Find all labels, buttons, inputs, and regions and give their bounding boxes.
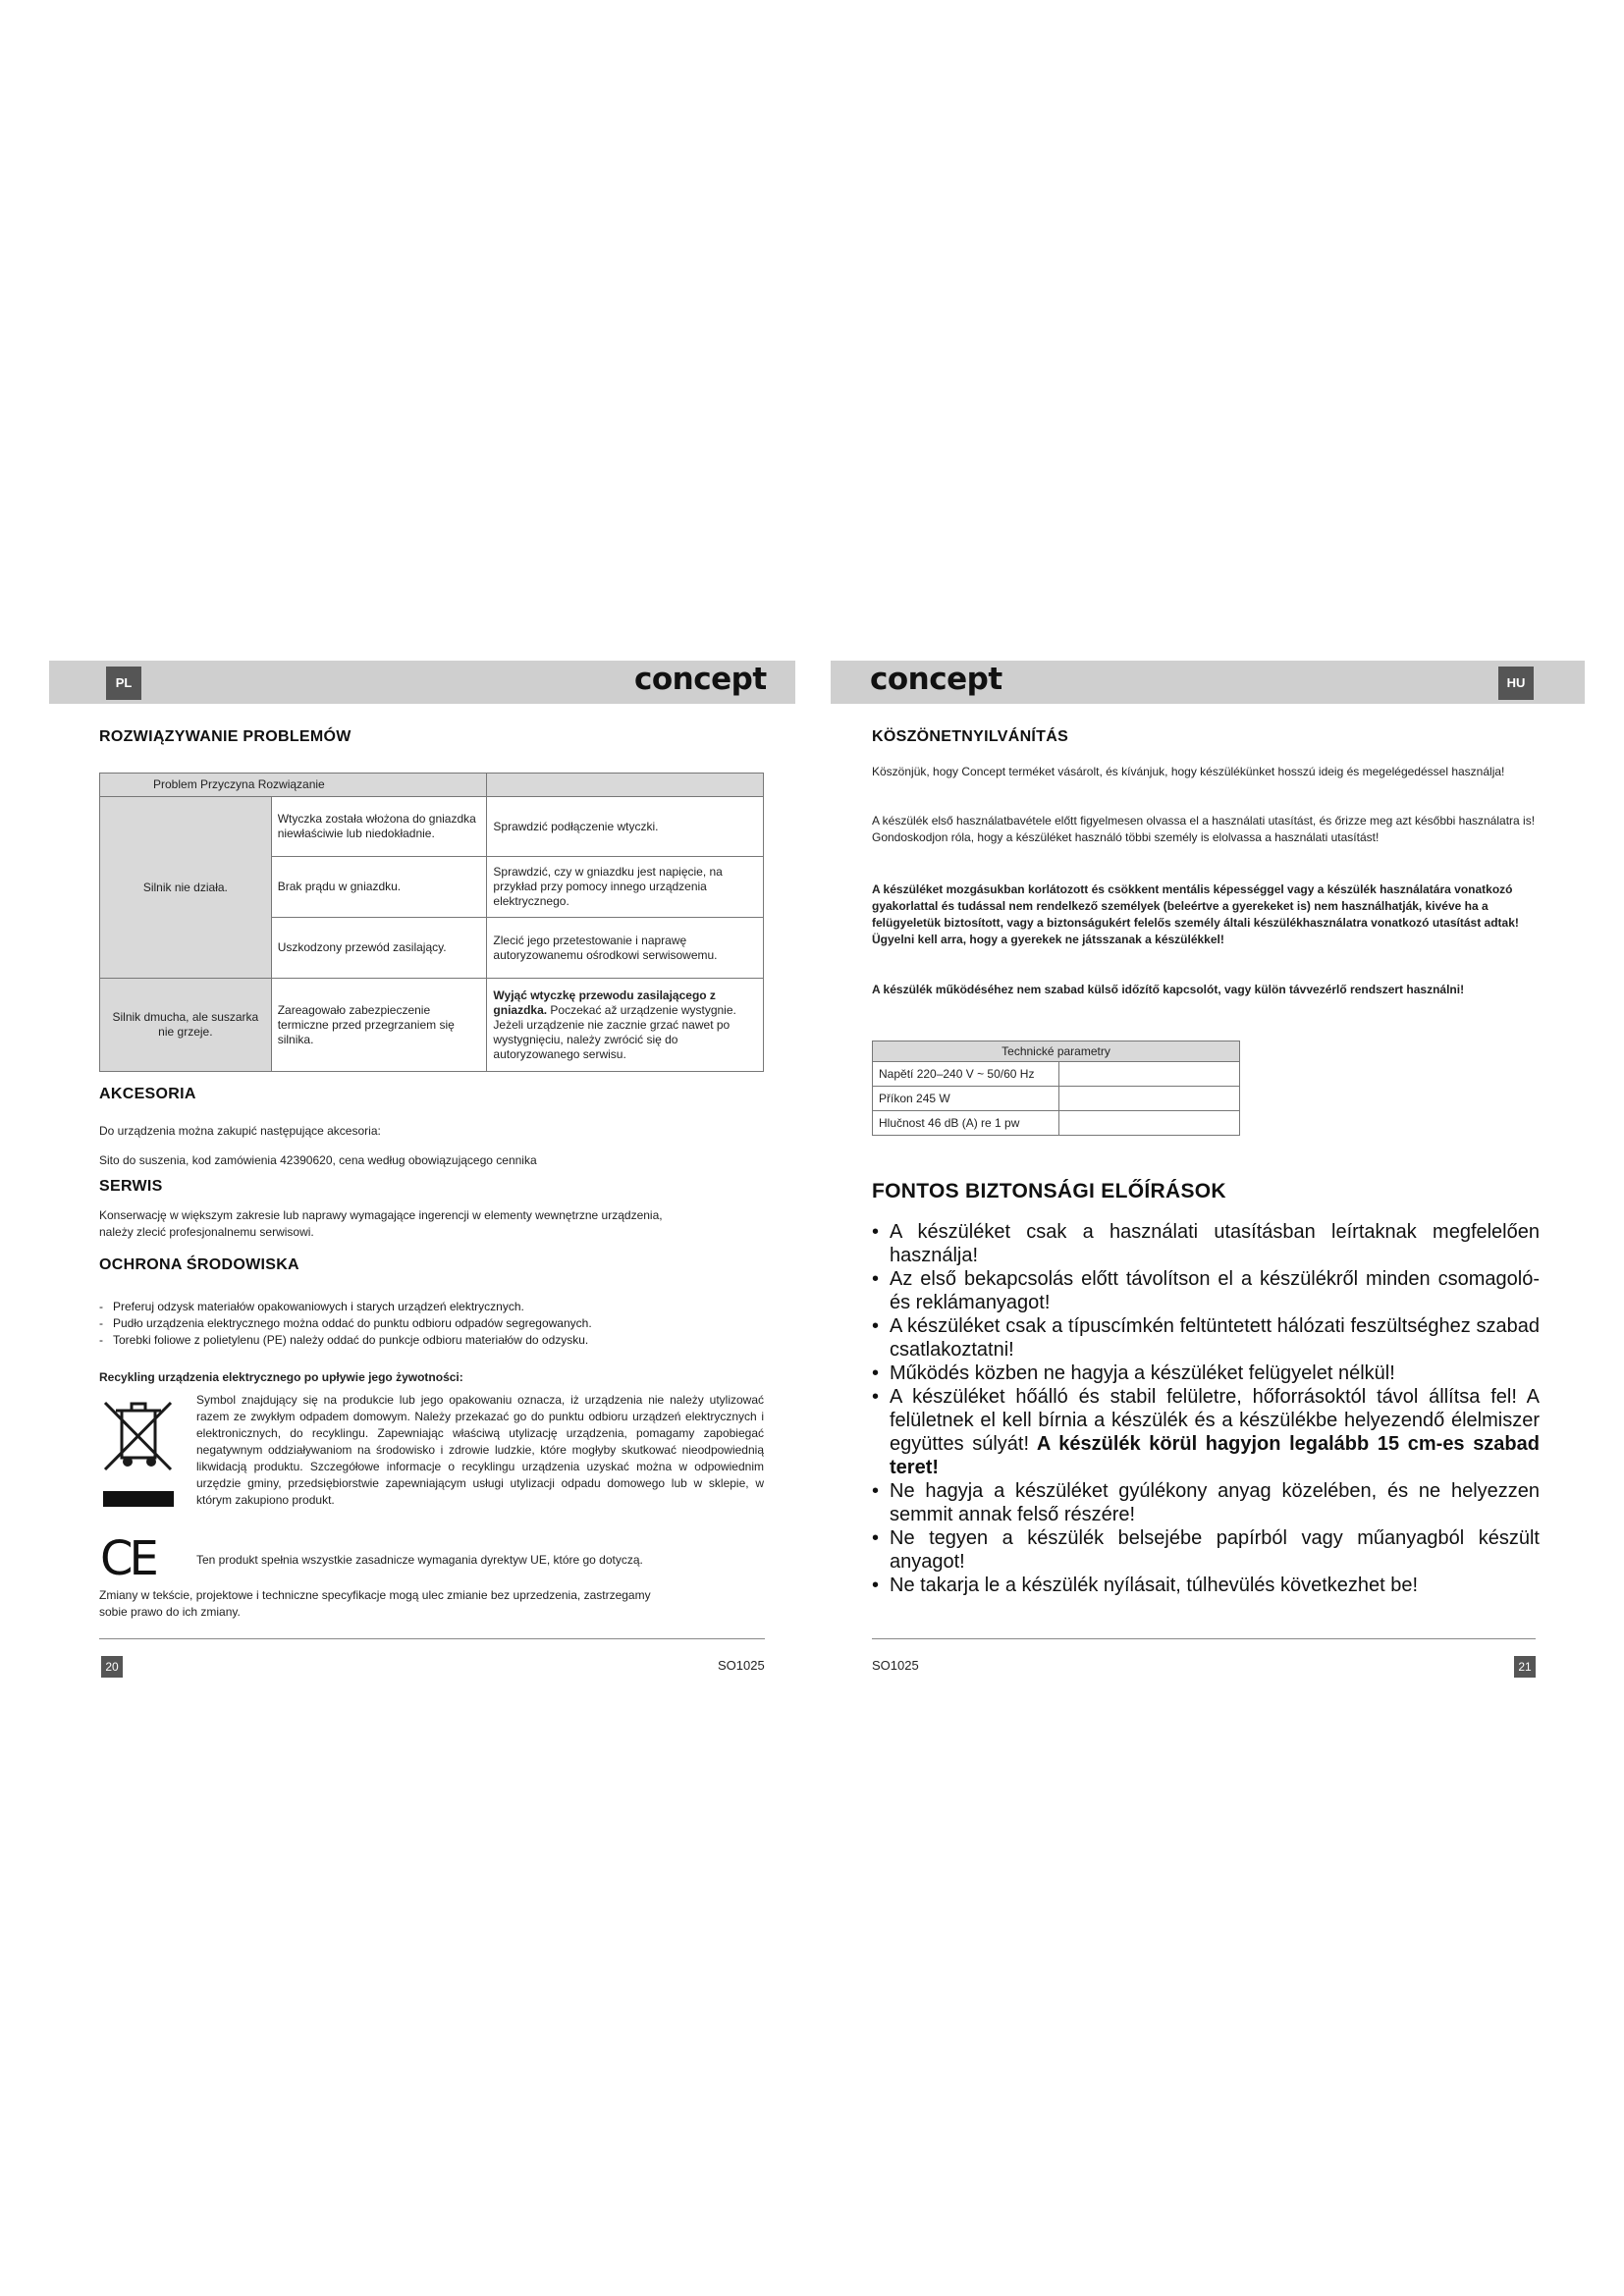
solution-cell: Wyjąć wtyczkę przewodu zasilającego z gniazdka. Poczekać až urządzenie wystygnie. Jeżeli urządzenie nie zacznie grzać nawet po wystygnięciu, należy zwrócić się do autoryzowanego serwisu. <box>487 979 764 1072</box>
cause-cell: Zareagowało zabezpieczenie termiczne przed przegrzaniem się silnika. <box>271 979 487 1072</box>
warning-text: A készüléket mozgásukban korlátozott és csökkent mentális képességgel vagy a készülék használatára vonatkozó gyakorlattal és tudással nem rendelkező személyek (beleértve a gyerekeket is) nem használhatják, kivéve ha a felügyeletük biztosított, vagy a biztonságukért felelős személy általi készülékhasználatra vonatkozó utasítást adtak! Ügyelni kell arra, hogy a gyerekek ne játsszanak a készülékkel! <box>872 882 1519 946</box>
params-header: Technické parametry <box>873 1041 1240 1062</box>
cause-cell: Brak prądu w gniazdku. <box>271 857 487 918</box>
param-row: Příkon 245 W <box>873 1087 1059 1111</box>
param-row: Hlučnost 46 dB (A) re 1 pw <box>873 1111 1059 1136</box>
changes-notice: Zmiany w tekście, projektowe i techniczne specyfikacje mogą ulec zmianie bez uprzedzenia, zastrzegamy sobie prawo do ich zmiany. <box>99 1588 651 1619</box>
model-label: SO1025 <box>872 1658 919 1673</box>
page-number: 21 <box>1514 1656 1536 1678</box>
safety-list <box>872 1220 1540 1597</box>
page-number: 20 <box>101 1656 123 1678</box>
list-item: • A készüléket csak a típuscímkén feltüntetett hálózati feszültséghez szabad csatlakoztatni! <box>872 1314 1540 1362</box>
recycling-text: Symbol znajdujący się na produkcie lub jego opakowaniu oznacza, iż urządzenia nie należy utylizować razem ze zwykłym odpadem domowym. Należy przekazać go do punktu odbioru urządzeń elektrycznych i elektronicznych, do recyklingu. Zapewniając właściwą utylizację urządzenia, pomagamy zapobiegać negatywnym oddziaływaniom na środowisko i zdrowie ludzkie, które mogłyby skutkować nieodpowiednią likwidacją produktu. Szczegółowe informacje o recyklingu urządzenia uzyskać można w odpowiednim urzędzie gminy, przedsiębiorstwie zapewniającym usługi utylizacji odpadu domowego lub w sklepie, w którym zakupiono produkt. <box>196 1393 764 1507</box>
ce-mark-icon: CE <box>100 1531 155 1586</box>
thanks-text: Köszönjük, hogy Concept terméket vásárolt, és kívánjuk, hogy készülékünket hosszú ideig és megelégedéssel használja! <box>872 765 1505 778</box>
service-heading: SERWIS <box>99 1178 163 1195</box>
accessories-heading: AKCESORIA <box>99 1086 196 1102</box>
list-item: • A készüléket csak a használati utasításban leírtaknak megfelelően használja! <box>872 1220 1540 1267</box>
accessories-text: Do urządzenia można zakupić następujące akcesoria: <box>99 1124 381 1138</box>
technical-params-table <box>872 1041 1240 1136</box>
accessories-item: Sito do suszenia, kod zamówienia 42390620, cena według obowiązującego cennika <box>99 1153 537 1167</box>
list-item: - Preferuj odzysk materiałów opakowaniowych i starych urządzeń elektrycznych. <box>99 1299 592 1315</box>
list-item: • Működés közben ne hagyja a készüléket felügyelet nélkül! <box>872 1362 1540 1385</box>
recycling-heading: Recykling urządzenia elektrycznego po upływie jego żywotności: <box>99 1370 463 1384</box>
ce-text: Ten produkt spełnia wszystkie zasadnicze wymagania dyrektyw UE, które go dotyczą. <box>196 1553 643 1567</box>
problem-cell: Silnik nie działa. <box>100 797 272 979</box>
troubleshooting-table <box>99 773 764 1072</box>
environment-heading: OCHRONA ŚRODOWISKA <box>99 1256 299 1273</box>
thanks-heading: KÖSZÖNETNYILVÁNÍTÁS <box>872 728 1069 745</box>
troubleshooting-heading: ROZWIĄZYWANIE PROBLEMÓW <box>99 728 352 745</box>
manual-read-text: A készülék első használatbavétele előtt figyelmesen olvassa el a használati utasítást, és őrizze meg azt későbbi használatra is! Gondoskodjon róla, hogy a készüléket használó többi személy is elolvassa a használati utasítást! <box>872 814 1536 844</box>
param-row: Napětí 220–240 V ~ 50/60 Hz <box>873 1062 1059 1087</box>
list-item: • Ne takarja le a készülék nyílásait, túlhevülés következhet be! <box>872 1574 1540 1597</box>
safety-heading: FONTOS BIZTONSÁGI ELŐÍRÁSOK <box>872 1180 1226 1202</box>
footer-divider <box>872 1638 1536 1639</box>
warning-timer-text: A készülék működéséhez nem szabad külső időzítő kapcsolót, vagy külön távvezérlő rendszert használni! <box>872 983 1465 996</box>
table-header-empty <box>487 774 764 797</box>
environment-list <box>99 1299 592 1349</box>
weee-bin-icon <box>100 1399 179 1509</box>
list-item: • Ne hagyja a készüléket gyúlékony anyag közelében, és ne helyezzen semmit annak felső részére! <box>872 1479 1540 1526</box>
language-badge-hu: HU <box>1498 667 1534 700</box>
cause-cell: Wtyczka została włożona do gniazdka niewłaściwie lub niedokładnie. <box>271 797 487 857</box>
cause-cell: Uszkodzony przewód zasilający. <box>271 918 487 979</box>
brand-logo-right: concept <box>870 662 1002 697</box>
problem-cell: Silnik dmucha, ale suszarka nie grzeje. <box>100 979 272 1072</box>
footer-divider <box>99 1638 765 1639</box>
solution-cell: Sprawdzić, czy w gniazdku jest napięcie, na przykład przy pomocy innego urządzenia elektrycznego. <box>487 857 764 918</box>
language-badge-pl: PL <box>106 667 141 700</box>
service-text: Konserwację w większym zakresie lub naprawy wymagające ingerencji w elementy wewnętrzne urządzenia, należy zlecić profesjonalnemu serwisowi. <box>99 1208 663 1239</box>
solution-cell: Zlecić jego przetestowanie i naprawę autoryzowanemu ośrodkowi serwisowemu. <box>487 918 764 979</box>
solution-cell: Sprawdzić podłączenie wtyczki. <box>487 797 764 857</box>
list-item: - Torebki foliowe z polietylenu (PE) należy oddać do punkcje odbioru materiałów do odzysku. <box>99 1332 592 1349</box>
brand-logo-left: concept <box>634 662 767 697</box>
list-item: • Ne tegyen a készülék belsejébe papírból vagy műanyagból készült anyagot! <box>872 1526 1540 1574</box>
table-header: Problem Przyczyna Rozwiązanie <box>100 774 487 797</box>
list-item: - Pudło urządzenia elektrycznego można oddać do punktu odbioru odpadów segregowanych. <box>99 1315 592 1332</box>
model-label: SO1025 <box>718 1658 765 1673</box>
list-item: • Az első bekapcsolás előtt távolítson el a készülékről minden csomagoló- és reklámanyagot! <box>872 1267 1540 1314</box>
list-item: • A készüléket hőálló és stabil felületre, hőforrásoktól távol állítsa fel! A felületnek el kell bírnia a készülék és a készülékbe helyezendő élelmiszer együttes súlyát! A készülék körül hagyjon legalább 15 cm-es szabad teret! <box>872 1385 1540 1479</box>
